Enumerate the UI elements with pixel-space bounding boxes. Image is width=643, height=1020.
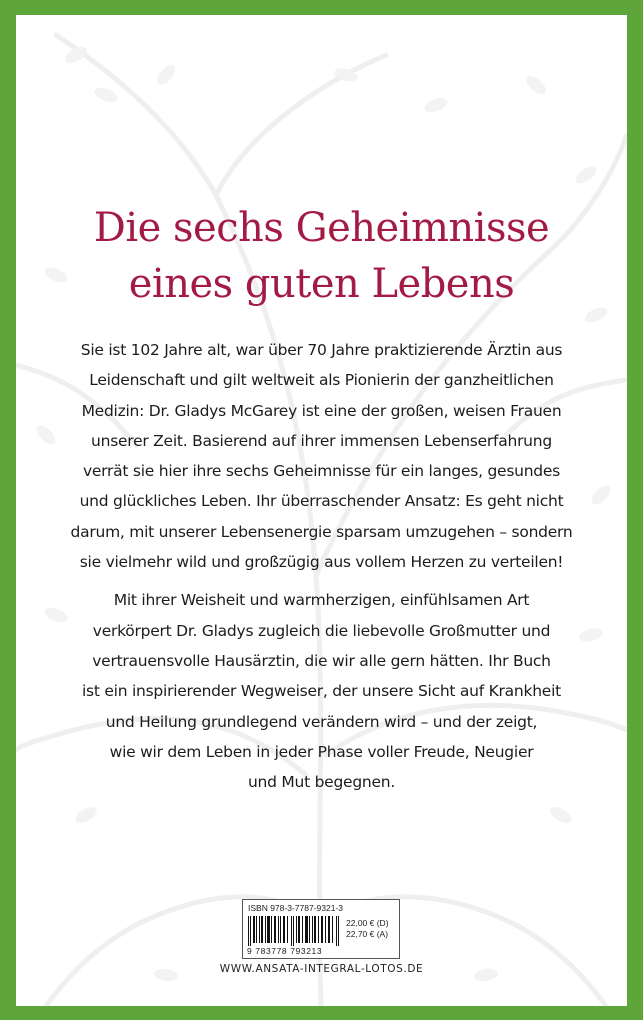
text-line: wie wir dem Leben in jeder Phase voller Freude, Neugier xyxy=(109,742,534,761)
blurb-paragraph-2 xyxy=(36,585,607,797)
isbn-number: ISBN 978-3-7787-9321-3 xyxy=(248,903,343,913)
text-line: Leidenschaft und gilt weltweit als Pionierin der ganzheitlichen xyxy=(89,371,554,390)
text-line: ist ein inspirierender Wegweiser, der unsere Sicht auf Krankheit xyxy=(82,682,561,701)
text-line: verrät sie hier ihre sechs Geheimnisse für ein langes, gesundes xyxy=(82,462,561,481)
price-germany: 22,00 € (D) xyxy=(346,918,389,928)
price-austria: 22,70 € (A) xyxy=(346,929,389,939)
isbn-barcode-box xyxy=(242,899,400,959)
publisher-website: WWW.ANSATA-INTEGRAL-LOTOS.DE xyxy=(219,963,424,975)
barcode-image xyxy=(248,916,340,946)
text-line: Sie ist 102 Jahre alt, war über 70 Jahre praktizierende Ärztin aus xyxy=(80,341,563,359)
prices xyxy=(346,918,389,940)
text-line: und Mut begegnen. xyxy=(247,773,396,792)
back-cover xyxy=(16,15,627,1006)
book-title xyxy=(16,200,627,312)
text-line: und glückliches Leben. Ihr überraschender Ansatz: Es geht nicht xyxy=(79,492,564,511)
title-line-1: Die sechs Geheimnisse xyxy=(93,205,550,251)
text-line: unserer Zeit. Basierend auf ihrer immensen Lebenserfahrung xyxy=(91,431,552,450)
text-line: vertrauensvolle Hausärztin, die wir alle gern hätten. Ihr Buch xyxy=(92,651,551,670)
barcode-digits: 9 783778 793213 xyxy=(247,946,323,956)
text-line: Medizin: Dr. Gladys McGarey ist eine der großen, weisen Frauen xyxy=(81,401,562,420)
title-line-2: eines guten Lebens xyxy=(128,261,515,307)
text-line: verkörpert Dr. Gladys zugleich die liebevolle Großmutter und xyxy=(92,621,551,640)
text-line: darum, mit unserer Lebensenergie sparsam umzugehen – sondern xyxy=(70,522,573,541)
text-line: und Heilung grundlegend verändern wird – und der zeigt, xyxy=(105,712,538,731)
blurb-paragraph-1 xyxy=(36,335,607,577)
blurb-text xyxy=(36,335,607,797)
text-line: Mit ihrer Weisheit und warmherzigen, einfühlsamen Art xyxy=(113,591,530,610)
text-line: sie vielmehr wild und großzügig aus vollem Herzen zu verteilen! xyxy=(79,553,564,572)
